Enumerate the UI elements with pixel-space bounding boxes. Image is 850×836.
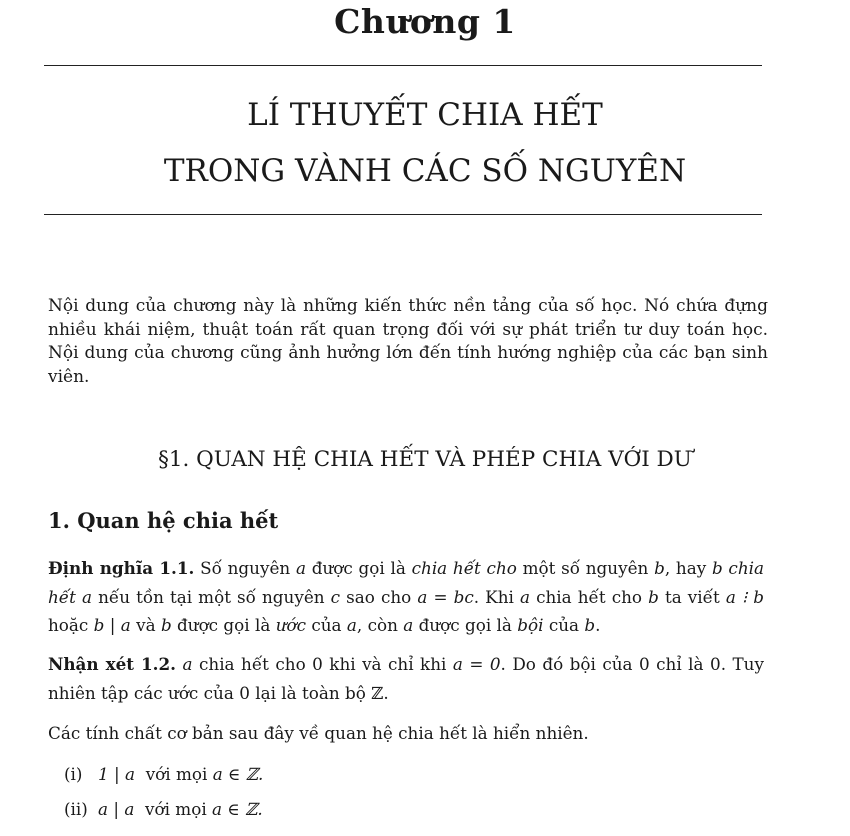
- intro-paragraph: Nội dung của chương này là những kiến thức nền tảng của số học. Nó chứa đựng nhiều khái niệm, thuật toán rất quan trọng đối với sự phát triển tư duy toán học. Nội dung của chương cũng ảnh hưởng lớn đến tính hướng nghiệp của các bạn sinh viên.: [48, 296, 768, 387]
- def-notation: a ⁝ b: [725, 586, 765, 607]
- subsection-heading: 1. Quan hệ chia hết: [48, 508, 279, 533]
- def-text: của: [311, 615, 342, 635]
- def-var: b: [160, 615, 172, 635]
- def-term: bội: [517, 615, 544, 635]
- def-text: được gọi là: [311, 558, 406, 578]
- def-var: a: [295, 558, 306, 578]
- def-var: b: [654, 558, 665, 578]
- def-var: b: [584, 615, 596, 635]
- property-item: [64, 799, 263, 819]
- def-notation: b | a: [93, 615, 131, 635]
- remark-label: Nhận xét 1.2.: [48, 654, 177, 674]
- def-text: được gọi là: [177, 615, 271, 635]
- def-term: b chia hết a: [48, 558, 764, 607]
- def-text: nếu tồn tại một số nguyên: [98, 586, 325, 607]
- property-condition: a ∈ ℤ.: [212, 799, 263, 819]
- property-text: với mọi: [145, 764, 208, 784]
- def-text: . Khi: [473, 586, 514, 607]
- def-var: a: [346, 615, 357, 635]
- remark-equation: a = 0: [452, 654, 501, 674]
- def-text: hoặc: [48, 615, 89, 635]
- def-text: ta viết: [664, 586, 720, 607]
- def-text: .: [595, 615, 601, 635]
- property-condition: a ∈ ℤ.: [212, 764, 264, 784]
- def-term: ước: [275, 615, 306, 635]
- def-term: chia hết cho: [411, 558, 517, 578]
- top-divider: [44, 65, 762, 66]
- property-number: (i): [64, 764, 83, 784]
- properties-intro: Các tính chất cơ bản sau đây về quan hệ chia hết là hiển nhiên.: [48, 723, 589, 743]
- property-item: [64, 764, 263, 784]
- def-text: , hay: [664, 558, 707, 578]
- def-text: được gọi là: [418, 615, 512, 635]
- def-var: a: [403, 615, 414, 635]
- chapter-title-line-1: LÍ THUYẾT CHIA HẾT: [247, 97, 603, 133]
- def-var: a: [519, 586, 530, 607]
- property-expression: 1 | a: [98, 764, 136, 784]
- section-heading: §1. QUAN HỆ CHIA HẾT VÀ PHÉP CHIA VỚI DƯ: [158, 447, 692, 472]
- def-text: , còn: [356, 615, 398, 635]
- def-text: Số nguyên: [200, 558, 291, 578]
- def-var: c: [330, 586, 341, 607]
- def-var: b: [648, 586, 659, 607]
- property-number: (ii): [64, 799, 88, 819]
- property-expression: a | a: [98, 799, 135, 819]
- remark-paragraph: [48, 650, 764, 707]
- def-text: của: [548, 615, 580, 635]
- def-text: và: [136, 615, 156, 635]
- def-equation: a = bc: [417, 586, 474, 607]
- remark-var: a: [182, 654, 193, 674]
- bottom-divider: [44, 214, 762, 215]
- chapter-title-line-2: TRONG VÀNH CÁC SỐ NGUYÊN: [163, 153, 687, 189]
- definition-label: Định nghĩa 1.1.: [48, 558, 195, 578]
- def-text: sao cho: [346, 586, 412, 607]
- def-text: chia hết cho: [536, 586, 643, 607]
- remark-text: . Do đó bội của 0 chỉ là 0. Tuy nhiên tập các ước của 0 lại là toàn bộ ℤ.: [48, 654, 764, 703]
- definition-paragraph: [48, 554, 764, 640]
- property-text: với mọi: [145, 799, 207, 819]
- def-text: một số nguyên: [522, 558, 649, 578]
- chapter-heading: Chương 1: [334, 2, 516, 41]
- remark-text: chia hết cho 0 khi và chỉ khi: [198, 654, 447, 674]
